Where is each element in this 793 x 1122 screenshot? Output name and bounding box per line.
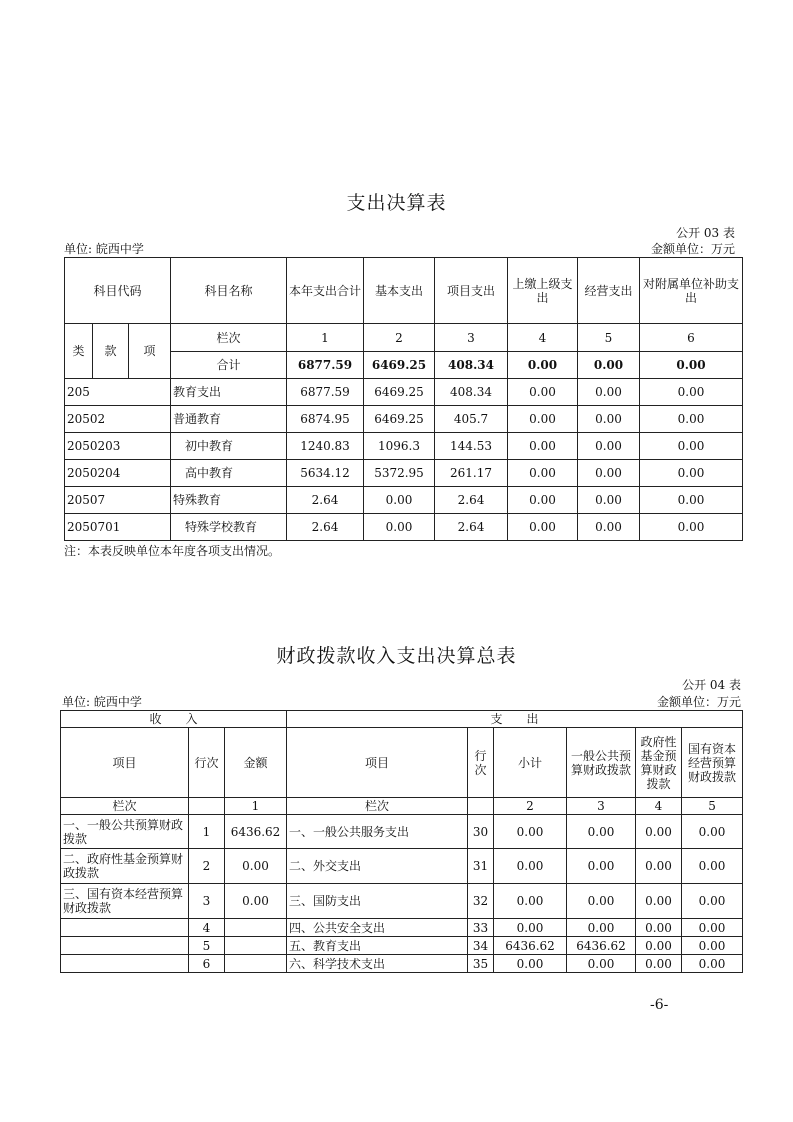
- income-item: [61, 955, 189, 973]
- expense-item: 三、国防支出: [287, 884, 468, 919]
- col-no-5: 5: [682, 798, 743, 815]
- row-total: 6874.95: [287, 406, 364, 433]
- group-header-row: [61, 711, 743, 728]
- income-amount: [225, 955, 287, 973]
- row-business: 0.00: [578, 460, 640, 487]
- income-amount: 0.00: [225, 849, 287, 884]
- fund-value: 0.00: [636, 815, 682, 849]
- fund-value: 0.00: [636, 849, 682, 884]
- table-row: [61, 919, 743, 937]
- subtotal-value: 0.00: [494, 919, 567, 937]
- row-upper: 0.00: [508, 460, 578, 487]
- general-value: 0.00: [567, 955, 636, 973]
- expense-item: 二、外交支出: [287, 849, 468, 884]
- expense-item: 五、教育支出: [287, 937, 468, 955]
- page-number: -6-: [650, 997, 669, 1013]
- row-business: 0.00: [578, 514, 640, 541]
- income-amount: 0.00: [225, 884, 287, 919]
- row-business: 0.00: [578, 379, 640, 406]
- row-total: 1240.83: [287, 433, 364, 460]
- expense-row-no: 33: [468, 919, 494, 937]
- state-value: 0.00: [682, 884, 743, 919]
- row-upper: 0.00: [508, 406, 578, 433]
- amount-unit-2: 金额单位：万元: [656, 695, 741, 709]
- row-basic: 5372.95: [364, 460, 435, 487]
- fund-value: 0.00: [636, 955, 682, 973]
- header-state: 国有资本经营预算财政拨款: [682, 728, 743, 798]
- unit-label-1: 单位: 皖西中学: [64, 242, 144, 256]
- sum-project: 408.34: [435, 352, 508, 379]
- table-note: 注：本表反映单位本年度各项支出情况。: [64, 544, 281, 558]
- row-subsidy: 0.00: [640, 379, 743, 406]
- row-total: 6877.59: [287, 379, 364, 406]
- expense-row-no: 35: [468, 955, 494, 973]
- general-value: 6436.62: [567, 937, 636, 955]
- row-subsidy: 0.00: [640, 406, 743, 433]
- expense-item: 四、公共安全支出: [287, 919, 468, 937]
- row-name: 普通教育: [171, 406, 287, 433]
- header-xiang: 项: [129, 324, 171, 379]
- header-project: 项目支出: [435, 258, 508, 324]
- col-no-5: 5: [578, 324, 640, 352]
- header-business: 经营支出: [578, 258, 640, 324]
- row-project: 261.17: [435, 460, 508, 487]
- row-project: 144.53: [435, 433, 508, 460]
- col-no-1: 1: [287, 324, 364, 352]
- table-row: [61, 849, 743, 884]
- row-code: 20502: [65, 406, 171, 433]
- sum-label: 合计: [171, 352, 287, 379]
- header-lei: 类: [65, 324, 93, 379]
- header-subtotal: 小计: [494, 728, 567, 798]
- row-name: 特殊教育: [171, 487, 287, 514]
- expense-item: 六、科学技术支出: [287, 955, 468, 973]
- row-code: 2050701: [65, 514, 171, 541]
- header-item: 项目: [61, 728, 189, 798]
- table-row: [61, 955, 743, 973]
- income-item: [61, 919, 189, 937]
- row-subsidy: 0.00: [640, 514, 743, 541]
- general-value: 0.00: [567, 919, 636, 937]
- header-row: [61, 728, 743, 798]
- lanci-label: 栏次: [171, 324, 287, 352]
- amount-unit-1: 金额单位：万元: [650, 242, 735, 256]
- header-code: 科目代码: [65, 258, 171, 324]
- row-subsidy: 0.00: [640, 460, 743, 487]
- fund-value: 0.00: [636, 919, 682, 937]
- row-upper: 0.00: [508, 433, 578, 460]
- row-total: 2.64: [287, 487, 364, 514]
- general-value: 0.00: [567, 815, 636, 849]
- col-no-2: 2: [494, 798, 567, 815]
- table-row: [65, 379, 743, 406]
- row-name: 特殊学校教育: [171, 514, 287, 541]
- income-row-no: 6: [189, 955, 225, 973]
- unit-label-2: 单位: 皖西中学: [62, 695, 142, 709]
- income-amount: 6436.62: [225, 815, 287, 849]
- header-item-2: 项目: [287, 728, 468, 798]
- row-business: 0.00: [578, 433, 640, 460]
- lanci-label: 栏次: [61, 798, 189, 815]
- expense-row-no: 34: [468, 937, 494, 955]
- row-basic: 0.00: [364, 487, 435, 514]
- header-name: 科目名称: [171, 258, 287, 324]
- table-row: [65, 460, 743, 487]
- row-name: 教育支出: [171, 379, 287, 406]
- income-item: 二、政府性基金预算财政拨款: [61, 849, 189, 884]
- row-business: 0.00: [578, 487, 640, 514]
- header-fund: 政府性基金预算财政拨款: [636, 728, 682, 798]
- subtotal-value: 0.00: [494, 815, 567, 849]
- header-amount: 金额: [225, 728, 287, 798]
- income-amount: [225, 919, 287, 937]
- blank-cell: [189, 798, 225, 815]
- expense-header: 支 出: [287, 711, 743, 728]
- header-total: 本年支出合计: [287, 258, 364, 324]
- col-no-6: 6: [640, 324, 743, 352]
- income-item: 三、国有资本经营预算财政拨款: [61, 884, 189, 919]
- row-upper: 0.00: [508, 379, 578, 406]
- header-general: 一般公共预算财政拨款: [567, 728, 636, 798]
- row-basic: 6469.25: [364, 379, 435, 406]
- row-project: 2.64: [435, 514, 508, 541]
- row-subsidy: 0.00: [640, 487, 743, 514]
- row-code: 2050203: [65, 433, 171, 460]
- form-code-03: 公开 03 表: [676, 226, 735, 240]
- table-row: [65, 487, 743, 514]
- table-row: [61, 815, 743, 849]
- expense-table: [64, 257, 743, 541]
- table-row: [65, 433, 743, 460]
- sum-business: 0.00: [578, 352, 640, 379]
- income-row-no: 2: [189, 849, 225, 884]
- row-project: 408.34: [435, 379, 508, 406]
- row-basic: 0.00: [364, 514, 435, 541]
- row-subsidy: 0.00: [640, 433, 743, 460]
- state-value: 0.00: [682, 815, 743, 849]
- table-row: [65, 406, 743, 433]
- expense-row-no: 31: [468, 849, 494, 884]
- col-no-4: 4: [508, 324, 578, 352]
- income-row-no: 4: [189, 919, 225, 937]
- row-total: 2.64: [287, 514, 364, 541]
- appropriation-table-title: 财政拨款收入支出决算总表: [276, 645, 517, 667]
- state-value: 0.00: [682, 849, 743, 884]
- fund-value: 0.00: [636, 884, 682, 919]
- col-no-3: 3: [567, 798, 636, 815]
- sum-basic: 6469.25: [364, 352, 435, 379]
- col-no-2: 2: [364, 324, 435, 352]
- row-upper: 0.00: [508, 487, 578, 514]
- row-basic: 6469.25: [364, 406, 435, 433]
- header-row: [65, 258, 743, 324]
- income-header: 收 入: [61, 711, 287, 728]
- blank-cell: [468, 798, 494, 815]
- sum-upper: 0.00: [508, 352, 578, 379]
- sum-subsidy: 0.00: [640, 352, 743, 379]
- row-upper: 0.00: [508, 514, 578, 541]
- lanci-label-2: 栏次: [287, 798, 468, 815]
- row-project: 2.64: [435, 487, 508, 514]
- header-row-no-2: 行次: [468, 728, 494, 798]
- form-code-04: 公开 04 表: [682, 678, 741, 692]
- table-row: [65, 514, 743, 541]
- row-name: 初中教育: [171, 433, 287, 460]
- state-value: 0.00: [682, 955, 743, 973]
- expense-item: 一、一般公共服务支出: [287, 815, 468, 849]
- table-row: [61, 937, 743, 955]
- row-code: 2050204: [65, 460, 171, 487]
- sum-total: 6877.59: [287, 352, 364, 379]
- column-number-row: [61, 798, 743, 815]
- header-row-no: 行次: [189, 728, 225, 798]
- row-name: 高中教育: [171, 460, 287, 487]
- header-subsidy: 对附属单位补助支出: [640, 258, 743, 324]
- column-number-row: [65, 324, 743, 352]
- row-code: 205: [65, 379, 171, 406]
- row-total: 5634.12: [287, 460, 364, 487]
- income-amount: [225, 937, 287, 955]
- general-value: 0.00: [567, 849, 636, 884]
- header-kuan: 款: [93, 324, 129, 379]
- expense-row-no: 30: [468, 815, 494, 849]
- table-row: [61, 884, 743, 919]
- subtotal-value: 6436.62: [494, 937, 567, 955]
- general-value: 0.00: [567, 884, 636, 919]
- header-basic: 基本支出: [364, 258, 435, 324]
- header-upper: 上缴上级支出: [508, 258, 578, 324]
- income-row-no: 5: [189, 937, 225, 955]
- subtotal-value: 0.00: [494, 884, 567, 919]
- row-basic: 1096.3: [364, 433, 435, 460]
- col-no-1: 1: [225, 798, 287, 815]
- col-no-3: 3: [435, 324, 508, 352]
- expense-table-title: 支出决算表: [346, 192, 447, 214]
- income-row-no: 1: [189, 815, 225, 849]
- state-value: 0.00: [682, 919, 743, 937]
- row-code: 20507: [65, 487, 171, 514]
- row-business: 0.00: [578, 406, 640, 433]
- fund-value: 0.00: [636, 937, 682, 955]
- income-item: 一、一般公共预算财政拨款: [61, 815, 189, 849]
- expense-row-no: 32: [468, 884, 494, 919]
- income-row-no: 3: [189, 884, 225, 919]
- appropriation-table: [60, 710, 743, 973]
- col-no-4: 4: [636, 798, 682, 815]
- subtotal-value: 0.00: [494, 955, 567, 973]
- income-item: [61, 937, 189, 955]
- subtotal-value: 0.00: [494, 849, 567, 884]
- state-value: 0.00: [682, 937, 743, 955]
- row-project: 405.7: [435, 406, 508, 433]
